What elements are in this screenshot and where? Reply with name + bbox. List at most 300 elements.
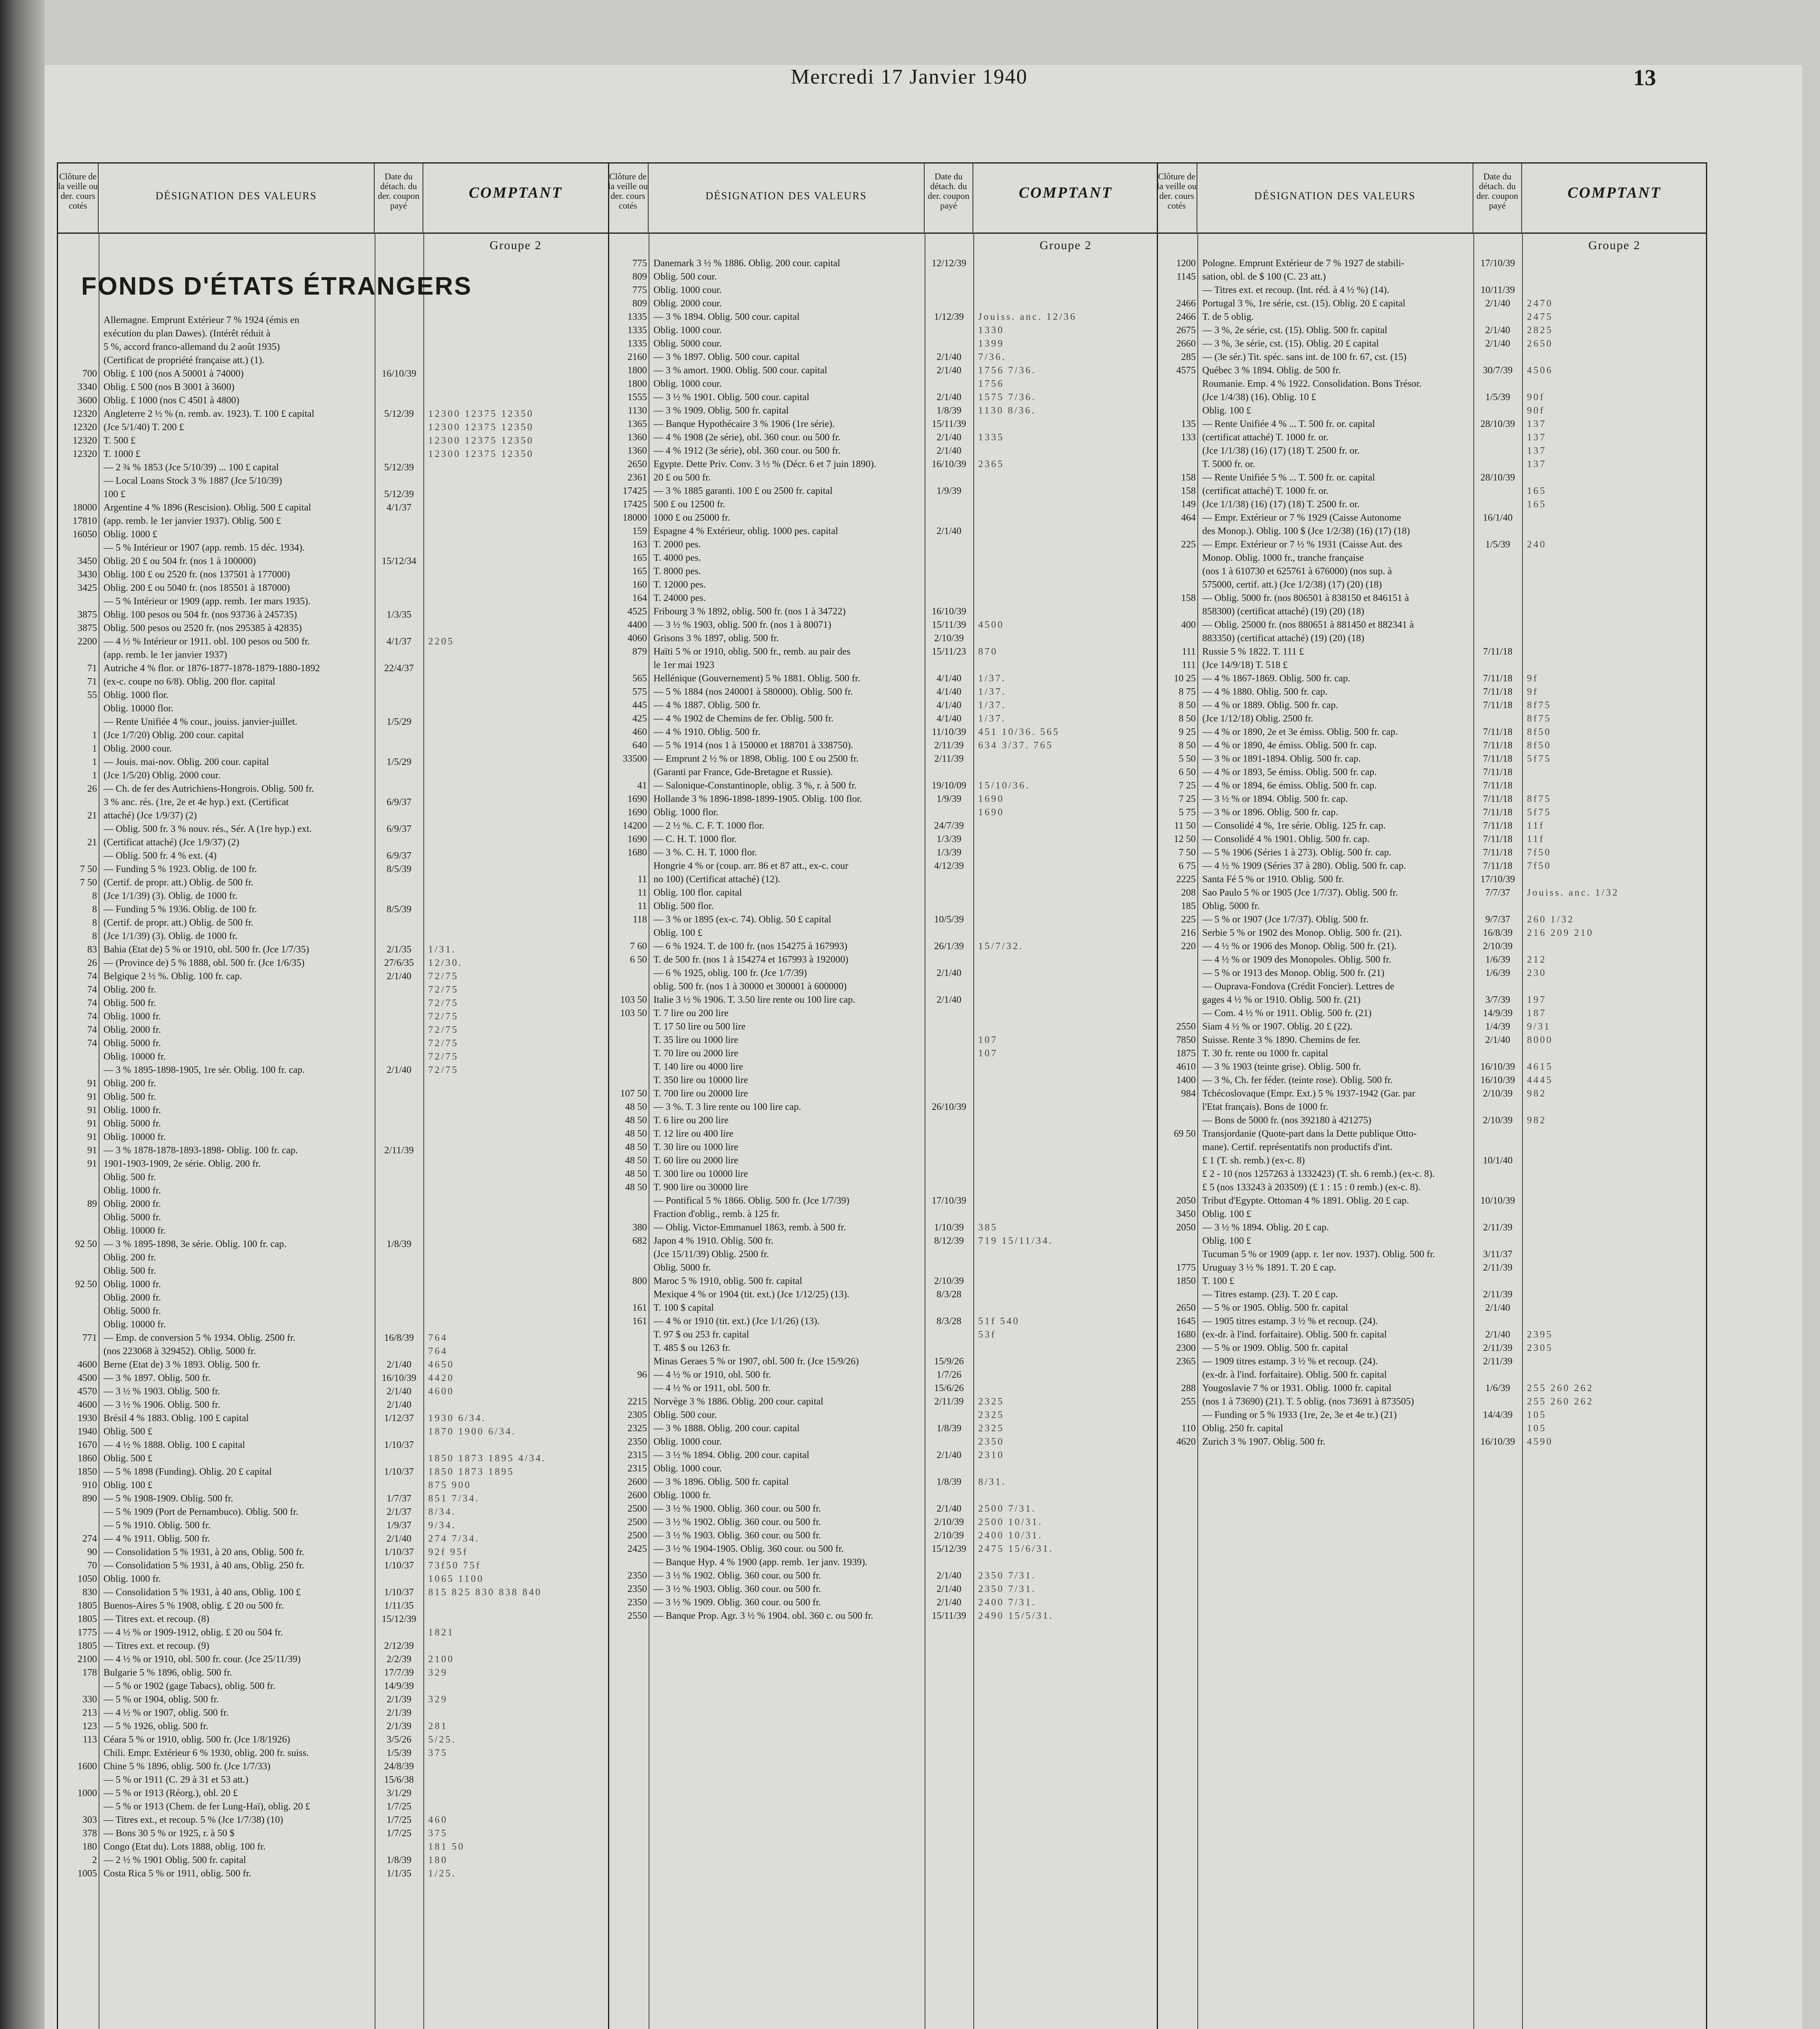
security-name: Belgique 2 ½ %. Oblig. 100 fr. cap. [104,971,242,982]
cloture-value: 12320 [73,449,97,459]
quote-row [58,1264,608,1278]
coupon-date: 24/8/39 [384,1761,414,1772]
security-name: Oblig. 1000 cour. [653,1463,722,1474]
coupon-date: 1/6/39 [1485,954,1510,965]
cloture-value: 71 [87,676,97,687]
security-name: Oblig. 100 £ [104,1480,153,1491]
cloture-value: 11 [637,887,647,898]
coupon-date: 1/7/26 [936,1370,962,1380]
cloture-value: 18000 [73,502,97,513]
security-name: Oblig. 100 £ [1202,1209,1251,1219]
security-name: Oblig. 5000 fr. [104,1118,161,1129]
quote-row [1157,592,1706,605]
comptant-value: 719 15/11/34. [978,1236,1053,1246]
cloture-value: 225 [1181,914,1196,925]
cloture-value: 9 25 [1179,727,1196,737]
cloture-value: 48 50 [625,1142,647,1152]
coupon-date: 7/11/18 [1483,780,1513,791]
cloture-value: 4610 [1176,1062,1196,1072]
security-name: Oblig. 10000 fr. [104,1132,166,1142]
cloture-value: 2550 [1176,1021,1196,1032]
cloture-value: 17425 [623,499,647,510]
coupon-date: 2/1/40 [936,392,962,403]
security-name: Oblig. 2000 fr. [104,1199,161,1209]
cloture-value: 1850 [1176,1276,1196,1286]
coupon-date: 16/10/39 [932,459,966,470]
quote-row [1157,1328,1706,1342]
cloture-value: 118 [632,914,647,925]
comptant-value: 8/31. [978,1477,1006,1487]
coupon-date: 2/1/40 [386,1065,412,1075]
quote-row [1157,1435,1706,1449]
cloture-value: 161 [632,1303,647,1313]
security-name: — Funding 5 % 1936. Oblig. de 100 fr. [104,904,257,915]
coupon-date: 3/1/29 [386,1788,412,1799]
coupon-date: 10/5/39 [934,914,964,925]
cloture-value: 1670 [78,1440,97,1450]
cloture-value: 91 [87,1078,97,1089]
cloture-value: 830 [82,1587,97,1598]
quote-row [58,1733,608,1747]
coupon-date: 16/10/39 [382,368,416,379]
cloture-value: 91 [87,1105,97,1116]
coupon-date: 15/12/34 [382,556,416,566]
quote-row [608,846,1157,859]
security-name: Oblig. 200 fr. [104,984,156,995]
quote-row [58,1412,608,1425]
quote-row [58,1720,608,1733]
groupe-label: Groupe 2 [490,239,542,252]
coupon-date: 7/11/18 [1483,646,1513,657]
quote-row [608,1261,1157,1275]
quotation-table [57,162,1707,2029]
quote-row [1157,645,1706,659]
security-name: — 4 % or 1894, 6e émiss. Oblig. 500 fr. cap. [1202,780,1377,791]
coupon-date: 2/1/40 [1485,325,1510,336]
security-name: (Jce 1/1/39) (3). Oblig. de 1000 fr. [104,891,237,901]
quote-row [608,1395,1157,1409]
column-header [58,164,608,234]
comptant-value: 92f 95f [428,1547,468,1557]
quote-row [58,1291,608,1305]
security-name: Bahia (Etat de) 5 % or 1910, obl. 500 fr. (Jce 1/7/35) [104,944,309,955]
security-name: — 5 % 1914 (nos 1 à 150000 et 188701 à 338750). [653,740,853,751]
security-name: T. 2000 pes. [653,539,701,550]
cloture-value: 2350 [628,1584,647,1594]
quote-row [608,1449,1157,1462]
quote-row [58,622,608,635]
security-name: Oblig. 2000 cour. [104,743,172,754]
quote-row [608,940,1157,953]
coupon-date: 2/1/40 [936,432,962,443]
quote-row [1157,940,1706,953]
cloture-value: 2600 [628,1490,647,1501]
coupon-date: 2/1/40 [936,526,962,536]
quote-row [58,876,608,890]
cloture-value: 2200 [78,636,97,647]
quote-row [1157,1342,1706,1355]
coupon-date: 15/11/39 [932,620,966,630]
security-name: Italie 3 ½ % 1906. T. 3.50 lire rente ou 100 lire cap. [653,995,855,1005]
security-name: (app. remb. le 1er janvier 1937). Oblig. 500 £ [104,516,281,526]
security-name: Danemark 3 ½ % 1886. Oblig. 200 cour. capital [653,258,840,269]
quote-row [1157,404,1706,418]
quote-row [58,1559,608,1572]
security-name: — Funding or 5 % 1933 (1re, 2e, 3e et 4e tr.) (21) [1202,1410,1397,1420]
security-name: — Banque Hypothécaire 3 % 1906 (1re série). [653,419,835,429]
coupon-date: 1/5/29 [386,717,412,727]
quote-row [58,340,608,354]
security-name: — 6 % 1924. T. de 100 fr. (nos 154275 à 167993) [653,941,847,952]
coupon-date: 1/10/37 [384,1547,414,1557]
quote-row [58,1680,608,1693]
cloture-value: 1365 [628,419,647,429]
security-name: Suisse. Rente 3 % 1890. Chemins de fer. [1202,1035,1361,1045]
security-name: l'Etat français). Bons de 1000 fr. [1202,1102,1328,1112]
comptant-value: 2350 7/31. [978,1584,1036,1594]
comptant-value: 2400 7/31. [978,1597,1036,1608]
security-name: — Bons de 5000 fr. (nos 392180 à 421275) [1202,1115,1371,1126]
security-name: — 3 % 1895-1898-1905, 1re sér. Oblig. 100 fr. cap. [104,1065,305,1075]
cloture-value: 26 [87,958,97,968]
quote-row [608,953,1157,967]
security-name: Fribourg 3 % 1892, oblig. 500 fr. (nos 1 à 34722) [653,606,846,617]
quote-row [1157,1248,1706,1261]
cloture-value: 1680 [1176,1329,1196,1340]
comptant-value: 165 [1527,486,1546,496]
quote-row [1157,1422,1706,1435]
security-name: (Certificat attaché) (Jce 1/9/37) (2) [104,837,239,848]
cloture-value: 800 [632,1276,647,1286]
comptant-value: 4650 [428,1359,454,1370]
security-name: £ 5 (nos 133243 à 203509) (£ 1 : 15 : 0 remb.) (ex-c. 8). [1202,1182,1421,1193]
cloture-value: 164 [632,593,647,603]
security-name: T. 6 lire ou 200 lire [653,1115,729,1126]
quote-row [1157,886,1706,900]
cloture-value: 1335 [628,312,647,322]
security-name: — 5 % or 1907 (Jce 1/7/37). Oblig. 500 fr. [1202,914,1369,925]
security-name: Québec 3 % 1894. Oblig. de 500 fr. [1202,365,1341,376]
cloture-value: 2300 [1176,1343,1196,1353]
security-name: Oblig. 1000 £ [104,529,157,540]
coupon-date: 4/1/37 [386,502,412,513]
quote-row [58,930,608,943]
cloture-value: 255 [1181,1396,1196,1407]
coupon-date: 22/4/37 [384,663,414,674]
book-spine [0,0,45,2029]
quote-row [1157,672,1706,685]
quote-row [608,699,1157,712]
security-name: Allemagne. Emprunt Extérieur 7 % 1924 (émis en [104,315,300,325]
quote-row [58,782,608,796]
security-name: Uruguay 3 ½ % 1891. T. 20 £ cap. [1202,1262,1336,1273]
security-name: — Oblig. Victor-Emmanuel 1863, remb. à 500 fr. [653,1222,846,1233]
quote-row [608,1355,1157,1368]
quote-row [608,1114,1157,1127]
cloture-value: 3875 [78,610,97,620]
coupon-date: 1/4/39 [1485,1021,1510,1032]
quote-row [608,1167,1157,1181]
cloture-value: 92 50 [75,1279,97,1290]
quote-row [1157,846,1706,859]
coupon-date: 2/1/40 [386,1359,412,1370]
security-name: Oblig. £ 100 (nos A 50001 à 74000) [104,368,244,379]
comptant-value: 281 [428,1721,448,1732]
security-name: — 3 ½ % 1900. Oblig. 360 cour. ou 500 fr. [653,1503,821,1514]
security-name: Oblig. 5000 fr. [653,1262,711,1273]
coupon-date: 1/12/39 [934,312,964,322]
quote-row [58,1238,608,1251]
quote-row [58,421,608,434]
security-name: — 4 % 1880. Oblig. 500 fr. cap. [1202,687,1328,697]
quote-row [58,1854,608,1867]
cloture-value: 135 [1181,419,1196,429]
cloture-value: 809 [632,298,647,309]
comptant-value: 1690 [978,794,1004,804]
comptant-value: 2500 7/31. [978,1503,1036,1514]
security-name: Oblig. 500 £ [104,1453,153,1464]
cloture-value: 74 [87,1025,97,1035]
comptant-value: 8f75 [1527,713,1551,724]
cloture-value: 2350 [628,1437,647,1447]
quote-row [58,1840,608,1854]
security-name: — 2 ½ % 1901 Oblig. 500 fr. capital [104,1855,246,1865]
security-name: — 3 %, 2e série, cst. (15). Oblig. 500 fr. capital [1202,325,1387,336]
coupon-date: 17/10/39 [1480,258,1515,269]
cloture-value: 3875 [78,623,97,633]
quote-row [608,1583,1157,1596]
security-name: — 5 % 1926, oblig. 500 fr. [104,1721,208,1732]
quote-row [58,1572,608,1586]
quote-row [608,1529,1157,1542]
comptant-value: 240 [1527,539,1546,550]
cloture-value: 1690 [628,807,647,818]
cloture-value: 1 [92,770,97,781]
quote-row [608,1409,1157,1422]
comptant-value: 1690 [978,807,1004,818]
security-name: — 3 ½ % or 1894. Oblig. 500 fr. cap. [1202,794,1348,804]
cloture-value: 70 [87,1560,97,1571]
comptant-value: 851 7/34. [428,1493,480,1504]
coupon-date: 27/6/35 [384,958,414,968]
coupon-date: 2/1/40 [386,971,412,982]
comptant-value: 2310 [978,1450,1004,1460]
security-name: Angleterre 2 ½ % (n. remb. av. 1923). T. 100 £ capital [104,409,315,419]
security-name: — 1909 titres estamp. 3 ½ % et recoup. (24). [1202,1356,1378,1367]
quote-row [1157,310,1706,324]
quote-row [1157,793,1706,806]
quote-row [58,367,608,381]
quote-row [1157,993,1706,1007]
coupon-date: 28/10/39 [1480,419,1515,429]
quote-row [608,779,1157,793]
security-name: 20 £ ou 500 fr. [653,472,711,483]
cloture-value: 288 [1181,1383,1196,1394]
column-date-header: Date du détach. du der. coupon payé [375,164,423,233]
security-name: — 4 ½ % or 1910, obl. 500 fr. cour. (Jce 25/11/39) [104,1654,301,1665]
coupon-date: 7/11/18 [1483,847,1513,858]
quote-row [608,1208,1157,1221]
security-name: — Funding 5 % 1923. Oblig. de 100 fr. [104,864,257,874]
quote-row [58,1037,608,1050]
quote-row [608,967,1157,980]
quote-row [1157,565,1706,578]
coupon-date: 1/7/25 [386,1815,412,1825]
quote-row [58,1050,608,1064]
cloture-value: 2050 [1176,1222,1196,1233]
security-name: — Titres ext., et recoup. 5 % (Jce 1/7/38) (10) [104,1815,283,1825]
cloture-value: 1805 [78,1641,97,1651]
security-name: gages 4 ½ % or 1910. Oblig. 500 fr. (21) [1202,995,1361,1005]
quote-row [58,1465,608,1479]
comptant-value: 72/75 [428,1065,459,1075]
cloture-value: 14200 [623,821,647,831]
cloture-value: 1360 [628,446,647,456]
quote-row [58,729,608,742]
quote-row [58,1398,608,1412]
comptant-value: 137 [1527,446,1546,456]
security-name: 100 £ [104,489,125,500]
security-name: Oblig. 5000 fr. [104,1038,161,1049]
cloture-value: 92 50 [75,1239,97,1249]
comptant-value: 260 1/32 [1527,914,1574,925]
cloture-value: 2315 [628,1463,647,1474]
security-name: Oblig. 500 fr. [104,1092,156,1102]
comptant-value: 8/34. [428,1507,456,1517]
security-name: Oblig. 200 £ ou 5040 fr. (nos 185501 à 187000) [104,583,290,593]
quote-row [1157,337,1706,351]
security-name: Oblig. 100 £ [653,928,703,938]
security-name: exécution du plan Dawes). (Intérêt réduit à [104,328,271,339]
comptant-value: 5f75 [1527,807,1551,818]
security-name: Oblig. 1000 fr. [104,1279,161,1290]
cloture-value: 2325 [628,1423,647,1434]
quote-row [58,1023,608,1037]
security-name: Oblig. 100 £ [1202,1236,1251,1246]
quote-row [608,324,1157,337]
quote-row [608,1609,1157,1623]
security-name: — 3 % 1888. Oblig. 200 cour. capital [653,1423,800,1434]
quote-row [1157,1074,1706,1087]
coupon-date: 15/11/39 [932,419,966,429]
quote-row [608,1194,1157,1208]
quote-row [58,675,608,689]
cloture-value: 890 [82,1493,97,1504]
cloture-value: 2500 [628,1530,647,1541]
comptant-value: 137 [1527,432,1546,443]
cloture-value: 11 50 [1174,821,1196,831]
security-name: — 4 ½ % 1909 (Séries 37 à 280). Oblig. 500 fr. cap. [1202,861,1406,871]
coupon-date: 16/1/40 [1483,513,1513,523]
cloture-value: 5 75 [1179,807,1196,818]
security-name: — 5 % 1910. Oblig. 500 fr. [104,1520,211,1531]
quote-row [58,823,608,836]
cloture-value: 4525 [628,606,647,617]
comptant-value: 73f50 75f [428,1560,481,1571]
coupon-date: 7/11/18 [1483,673,1513,684]
quote-row [608,1074,1157,1087]
security-name: — 5 % 1906 (Séries 1 à 273). Oblig. 500 fr. cap. [1202,847,1391,858]
security-name: T. 8000 pes. [653,566,701,577]
quote-row [1157,605,1706,618]
quote-row [58,1211,608,1224]
quote-row [58,662,608,675]
quote-row [58,1064,608,1077]
cloture-value: 74 [87,1011,97,1022]
security-name: — Titres estamp. (23). T. 20 £ cap. [1202,1289,1338,1300]
security-name: — Oblig. 25000 fr. (nos 880651 à 881450 et 882341 à [1202,620,1414,630]
security-name: — Titres ext. et recoup. (9) [104,1641,209,1651]
quote-row [608,1328,1157,1342]
quote-row [58,1613,608,1626]
cloture-value: 2650 [628,459,647,470]
coupon-date: 2/11/39 [1483,1343,1513,1353]
quote-row [58,1425,608,1439]
cloture-value: 1860 [78,1453,97,1464]
security-name: T. 100 £ [1202,1276,1234,1286]
quote-row [58,1760,608,1773]
quote-row [58,1305,608,1318]
security-name: (Certif. de propr. att.) Oblig. de 500 fr. [104,918,254,928]
comptant-value: 51f 540 [978,1316,1020,1327]
comptant-value: 105 [1527,1423,1546,1434]
quote-row [608,819,1157,833]
security-name: — 5 % Intérieur or 1909 (app. remb. 1er mars 1935). [104,596,311,607]
coupon-date: 8/5/39 [386,864,412,874]
security-name: (ex-dr. à l'ind. forfaitaire). Oblig. 500 fr. capital [1202,1370,1387,1380]
comptant-value: 1/37. [978,700,1006,711]
quote-row [1157,873,1706,886]
quote-row [58,1452,608,1465]
cloture-value: 303 [82,1815,97,1825]
security-name: T. 70 lire ou 2000 lire [653,1048,738,1059]
cloture-value: 16050 [73,529,97,540]
cloture-value: 161 [632,1316,647,1327]
quote-row [608,766,1157,779]
cloture-value: 1940 [78,1426,97,1437]
security-name: (nos 223068 à 329452). Oblig. 5000 fr. [104,1346,256,1357]
column-date-header: Date du détach. du der. coupon payé [1473,164,1522,233]
quote-row [1157,458,1706,471]
security-name: (Jce 1/4/38) (16). Oblig. 10 £ [1202,392,1316,403]
security-name: le 1er mai 1923 [653,660,714,670]
security-name: (nos 1 à 610730 et 625761 à 676000) (nos sup. à [1202,566,1392,577]
comptant-value: 8f75 [1527,794,1551,804]
quote-rows [58,314,608,1880]
cloture-value: 11 [637,901,647,911]
comptant-value: 2650 [1527,338,1553,349]
coupon-date: 7/11/18 [1483,767,1513,778]
cloture-value: 165 [632,566,647,577]
quote-row [608,498,1157,511]
quote-row [58,1532,608,1546]
coupon-date: 1/3/35 [386,610,412,620]
quote-row [58,1144,608,1157]
quote-row [608,525,1157,538]
comptant-value: 181 50 [428,1842,465,1852]
cloture-value: 771 [82,1333,97,1343]
comptant-value: 1/37. [978,673,1006,684]
coupon-date: 2/1/40 [936,1597,962,1608]
security-name: — 5 % Intérieur or 1907 (app. remb. 15 déc. 1934). [104,543,305,553]
cloture-value: 180 [82,1842,97,1852]
quote-row [608,444,1157,458]
quote-row [608,1301,1157,1315]
comptant-value: 1130 8/36. [978,405,1036,416]
coupon-date: 2/11/39 [934,754,964,764]
column-designation-header: DÉSIGNATION DES VALEURS [649,164,925,233]
quote-row [58,970,608,983]
